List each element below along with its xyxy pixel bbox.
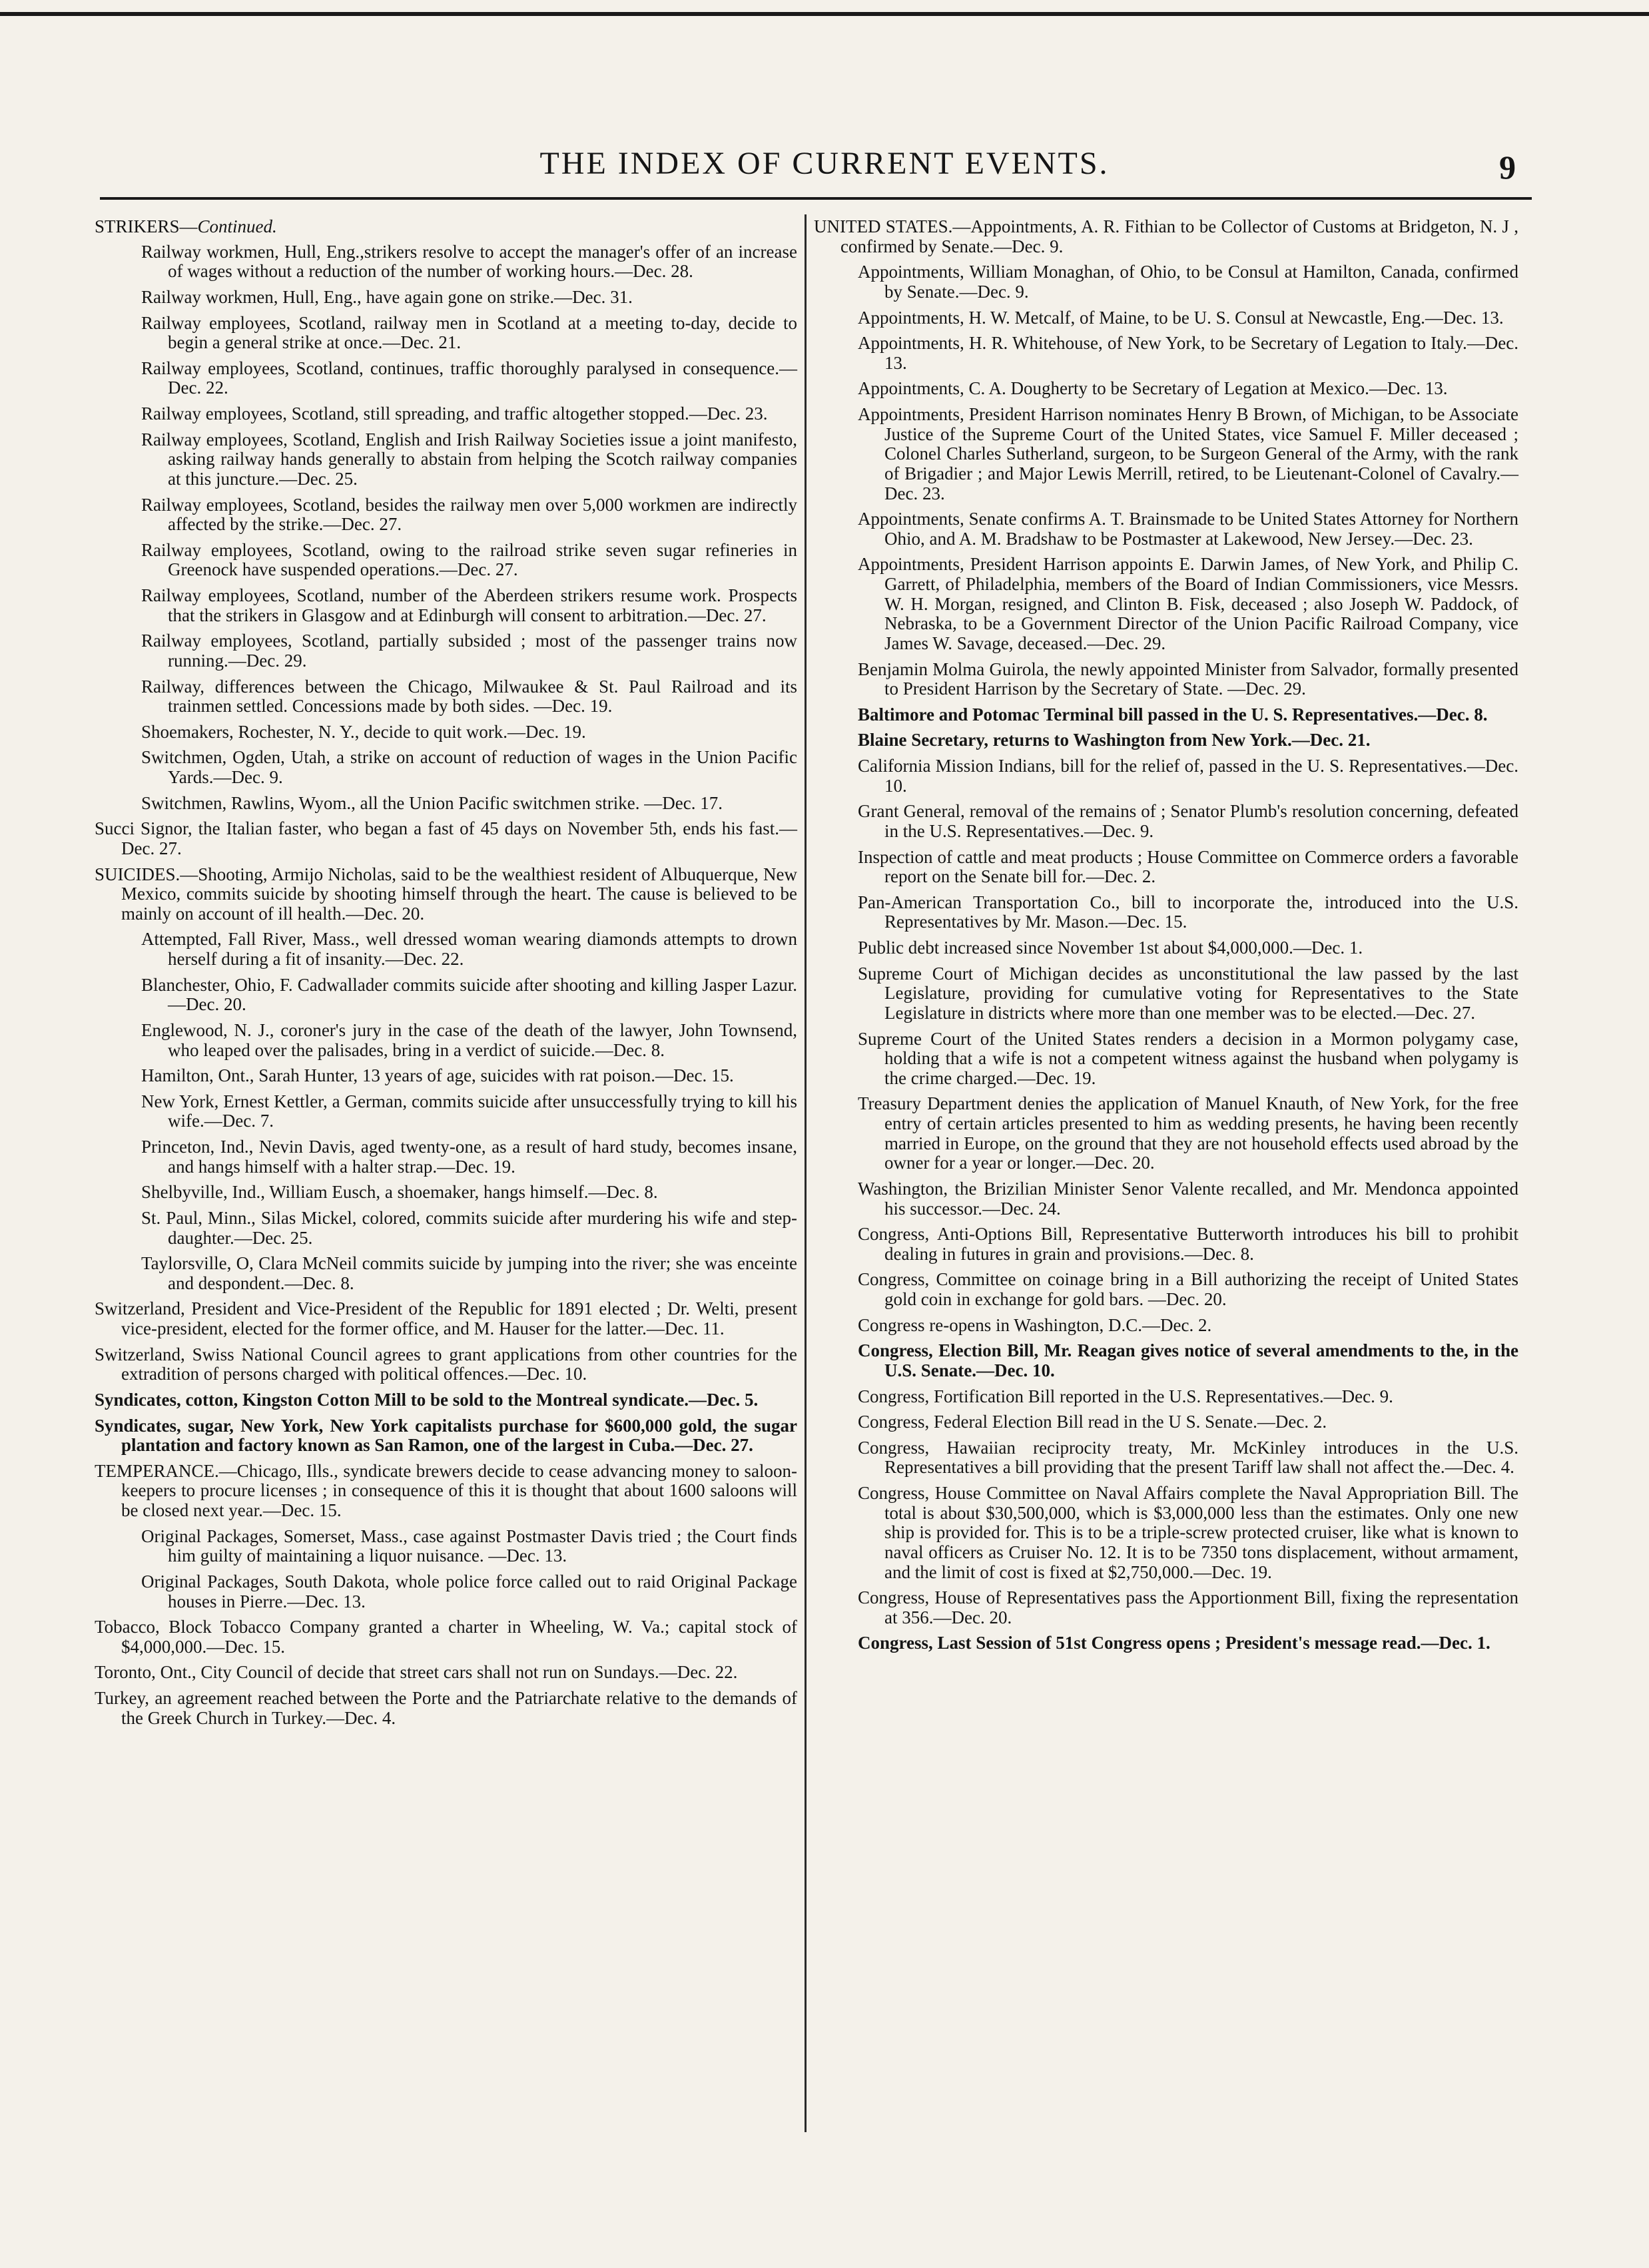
index-entry: Toronto, Ont., City Council of decide that street cars shall not run on Sundays.—Dec. 22. [95, 1662, 738, 1683]
index-entry: Congress, Fortification Bill reported in the U.S. Representatives.—Dec. 9. [858, 1386, 1393, 1406]
index-entry: Congress, House of Representatives pass the Apportionment Bill, fixing the representation at 356.—Dec. 20. [858, 1587, 1518, 1627]
index-entry: Appointments, President Harrison appoints E. Darwin James, of New York, and Philip C. Garrett, of Philadelphia, members of the Board of Indian Commissioners, vice Messrs. W. H. Morgan, resigned, and Clinton B. Fisk, deceased ; also Joseph W. Paddock, of Nebraska, to be a Government Director of the Union Pacific Railroad Company, vice James W. Savage, deceased.—Dec. 29. [858, 554, 1518, 653]
index-entry: Appointments, H. R. Whitehouse, of New York, to be Secretary of Legation to Italy.—Dec. 13. [858, 333, 1518, 373]
index-entry: Tobacco, Block Tobacco Company granted a charter in Wheeling, W. Va.; capital stock of $4,000,000.—Dec. 15. [95, 1617, 797, 1657]
index-entry: Appointments, Senate confirms A. T. Brainsmade to be United States Attorney for Northern Ohio, and A. M. Bradshaw to be Postmaster at Lakewood, New Jersey.—Dec. 23. [858, 509, 1518, 549]
index-entry: Washington, the Brizilian Minister Senor Valente recalled, and Mr. Mendonca appointed his successor.—Dec. 24. [858, 1178, 1518, 1219]
index-entry: Attempted, Fall River, Mass., well dressed woman wearing diamonds attempts to drown herself during a fit of insanity.—Dec. 22. [141, 929, 797, 969]
index-entry: Railway employees, Scotland, continues, traffic thoroughly paralysed in consequence.—Dec. 22. [141, 358, 797, 398]
index-entry: Pan-American Transportation Co., bill to incorporate the, introduced into the U.S. Representatives by Mr. Mason.—Dec. 15. [858, 892, 1518, 932]
index-entry: Switchmen, Rawlins, Wyom., all the Union Pacific switchmen strike. —Dec. 17. [141, 792, 723, 813]
index-entry: Supreme Court of Michigan decides as unconstitutional the law passed by the last Legislature, providing for cumulative voting for Representatives to the State Legislature in districts where more than one member was to be elected.—Dec. 27. [858, 963, 1518, 1023]
index-entry: California Mission Indians, bill for the relief of, passed in the U. S. Representatives.—Dec. 10. [858, 756, 1518, 796]
index-entry: Supreme Court of the United States renders a decision in a Mormon polygamy case, holding that a wife is not a competent witness against the husband when polygamy is the crime charged.—Dec. 19. [858, 1028, 1518, 1088]
index-entry: Grant General, removal of the remains of ; Senator Plumb's resolution concerning, defeated in the U.S. Representatives.—Dec. 9. [858, 801, 1518, 841]
index-entry: Syndicates, sugar, New York, New York capitalists purchase for $600,000 gold, the sugar plantation and factory known as San Ramon, one of the largest in Cuba.—Dec. 27. [95, 1415, 797, 1456]
section-heading-continued: Continued. [197, 216, 277, 236]
index-entry: Appointments, President Harrison nominates Henry B Brown, of Michigan, to be Associate Justice of the Supreme Court of the United States, vice Samuel F. Miller deceased ; Colonel Charles Sutherland, surgeon, to be Surgeon General of the Army, with the rank of Brigadier ; and Major Lewis Merrill, retired, to be Lieutenant-Colonel of Cavalry.—Dec. 23. [858, 404, 1518, 503]
header-rule [100, 197, 1532, 200]
index-entry: Railway employees, Scotland, railway men in Scotland at a meeting to-day, decide to begin a general strike at once.—Dec. 21. [141, 312, 797, 353]
index-entry: Englewood, N. J., coroner's jury in the case of the death of the lawyer, John Townsend, who leaped over the palisades, bring in a verdict of suicide.—Dec. 8. [141, 1019, 797, 1060]
index-entry: Congress, Anti-Options Bill, Representative Butterworth introduces his bill to prohibit dealing in futures in grain and provisions.—Dec. 8. [858, 1224, 1518, 1264]
index-entry: Turkey, an agreement reached between the Porte and the Patriarchate relative to the demands of the Greek Church in Turkey.—Dec. 4. [95, 1688, 797, 1728]
index-entry: Congress, Committee on coinage bring in a Bill authorizing the receipt of United States gold coin in exchange for gold bars. —Dec. 20. [858, 1269, 1518, 1309]
column-divider [805, 214, 807, 2132]
top-border-rule [0, 12, 1649, 16]
index-entry: Original Packages, South Dakota, whole police force called out to raid Original Package houses in Pierre.—Dec. 13. [141, 1571, 797, 1611]
index-entry: Railway workmen, Hull, Eng., have again gone on strike.—Dec. 31. [141, 286, 633, 307]
index-entry: Railway employees, Scotland, English and Irish Railway Societies issue a joint manifesto, asking railway hands generally to abstain from helping the Scotch railway companies at this juncture.—Dec. 25. [141, 429, 797, 489]
index-entry: Blanchester, Ohio, F. Cadwallader commits suicide after shooting and killing Jasper Lazur.—Dec. 20. [141, 974, 797, 1015]
index-entry: Switzerland, Swiss National Council agrees to grant applications from other countries for the extradition of persons charged with political offences.—Dec. 10. [95, 1344, 797, 1384]
index-entry: Railway employees, Scotland, besides the railway men over 5,000 workmen are indirectly affected by the strike.—Dec. 27. [141, 494, 797, 535]
index-entry: Appointments, H. W. Metcalf, of Maine, to be U. S. Consul at Newcastle, Eng.—Dec. 13. [858, 307, 1504, 328]
index-entry: Benjamin Molma Guirola, the newly appointed Minister from Salvador, formally presented to President Harrison by the Secretary of State. —Dec. 29. [858, 659, 1518, 699]
index-entry: Inspection of cattle and meat products ; House Committee on Commerce orders a favorable report on the Senate bill for.—Dec. 2. [858, 846, 1518, 887]
index-entry: TEMPERANCE.—Chicago, Ills., syndicate brewers decide to cease advancing money to saloon-keepers to procure licenses ; in consequence of this it is thought that about 1600 saloons will be closed next year.—Dec. 15. [95, 1460, 797, 1520]
page-title: THE INDEX OF CURRENT EVENTS. [539, 146, 1110, 181]
index-entry: Original Packages, Somerset, Mass., case against Postmaster Davis tried ; the Court finds him guilty of maintaining a liquor nuisance. —Dec. 13. [141, 1526, 797, 1566]
index-entry: Congress re-opens in Washington, D.C.—Dec. 2. [858, 1314, 1212, 1335]
index-entry: Treasury Department denies the application of Manuel Knauth, of New York, for the free entry of certain articles presented to him as wedding presents, he having been recently married in Europe, on the ground that they are not household effects used abroad by the owner for a year or longer.—Dec. 20. [858, 1093, 1518, 1173]
index-entry: Congress, Federal Election Bill read in the U S. Senate.—Dec. 2. [858, 1412, 1327, 1432]
index-entry: Congress, House Committee on Naval Affairs complete the Naval Appropriation Bill. The total is about $30,500,000, which is $3,000,000 less than the estimates. Only one new ship is provided for. This is to be a triple-screw protected cruiser, like what is known to naval officers as Cruiser No. 12. It is to be 7350 tons displacement, without armament, and the limit of cost is fixed at $2,750,000.—Dec. 19. [858, 1483, 1518, 1582]
index-entry: St. Paul, Minn., Silas Mickel, colored, commits suicide after murdering his wife and step-daughter.—Dec. 25. [141, 1207, 797, 1248]
index-entry: Switzerland, President and Vice-President of the Republic for 1891 elected ; Dr. Welti, present vice-president, elected for the former office, and M. Hauser for the latter.—Dec. 11. [95, 1298, 797, 1338]
page-number: 9 [1499, 148, 1516, 186]
index-entry: Railway employees, Scotland, still spreading, and traffic altogether stopped.—Dec. 23. [141, 404, 768, 424]
index-entry: Shoemakers, Rochester, N. Y., decide to quit work.—Dec. 19. [141, 721, 586, 742]
index-entry: Congress, Last Session of 51st Congress opens ; President's message read.—Dec. 1. [858, 1633, 1490, 1653]
index-entry: Public debt increased since November 1st about $4,000,000.—Dec. 1. [858, 938, 1363, 958]
index-entry: Hamilton, Ont., Sarah Hunter, 13 years of age, suicides with rat poison.—Dec. 15. [141, 1065, 734, 1086]
index-entry: Succi Signor, the Italian faster, who began a fast of 45 days on November 5th, ends his fast.—Dec. 27. [95, 818, 797, 858]
index-entry: Railway employees, Scotland, owing to the railroad strike seven sugar refineries in Greenock have suspended operations.—Dec. 27. [141, 539, 797, 580]
section-heading-main: STRIKERS— [95, 216, 198, 236]
index-entry: Railway, differences between the Chicago, Milwaukee & St. Paul Railroad and its trainmen settled. Concessions made by both sides. —Dec. 19. [141, 676, 797, 716]
index-entry: Princeton, Ind., Nevin Davis, aged twenty-one, as a result of hard study, becomes insane, and hangs himself with a halter strap.—Dec. 19. [141, 1137, 797, 1177]
index-entry: New York, Ernest Kettler, a German, commits suicide after unsuccessfully trying to kill his wife.—Dec. 7. [141, 1091, 797, 1131]
right-column [814, 217, 1518, 1659]
index-entry: Shelbyville, Ind., William Eusch, a shoemaker, hangs himself.—Dec. 8. [141, 1182, 658, 1203]
section-heading-strikers [95, 217, 797, 237]
index-entry: UNITED STATES.—Appointments, A. R. Fithian to be Collector of Customs at Bridgeton, N. J , confirmed by Senate.—Dec. 9. [814, 216, 1518, 256]
index-entry: Congress, Hawaiian reciprocity treaty, Mr. McKinley introduces in the U.S. Representatives a bill providing that the present Tariff law shall not affect the.—Dec. 4. [858, 1437, 1518, 1478]
index-entry: Switchmen, Ogden, Utah, a strike on account of reduction of wages in the Union Pacific Yards.—Dec. 9. [141, 747, 797, 787]
index-entry: Railway employees, Scotland, partially subsided ; most of the passenger trains now running.—Dec. 29. [141, 631, 797, 671]
index-entry: Appointments, William Monaghan, of Ohio, to be Consul at Hamilton, Canada, confirmed by Senate.—Dec. 9. [858, 262, 1518, 302]
index-entry: Congress, Election Bill, Mr. Reagan gives notice of several amendments to the, in the U.S. Senate.—Dec. 10. [858, 1340, 1518, 1380]
index-entry: Railway workmen, Hull, Eng.,strikers resolve to accept the manager's offer of an increase of wages without a reduction of the number of working hours.—Dec. 28. [141, 241, 797, 282]
index-entry: Blaine Secretary, returns to Washington from New York.—Dec. 21. [858, 730, 1371, 750]
index-entry: Baltimore and Potomac Terminal bill passed in the U. S. Representatives.—Dec. 8. [858, 704, 1488, 724]
index-entry: Railway employees, Scotland, number of the Aberdeen strikers resume work. Prospects that the strikers in Glasgow and at Edinburgh will consent to arbitration.—Dec. 27. [141, 585, 797, 625]
index-entry: Appointments, C. A. Dougherty to be Secretary of Legation at Mexico.—Dec. 13. [858, 378, 1448, 399]
left-column [95, 217, 797, 1734]
index-entry: Taylorsville, O, Clara McNeil commits suicide by jumping into the river; she was enceinte and despondent.—Dec. 8. [141, 1253, 797, 1293]
index-entry: Syndicates, cotton, Kingston Cotton Mill to be sold to the Montreal syndicate.—Dec. 5. [95, 1389, 759, 1410]
index-entry: SUICIDES.—Shooting, Armijo Nicholas, said to be the wealthiest resident of Albuquerque, New Mexico, commits suicide by shooting himself through the heart. The cause is believed to be mainly on account of ill health.—Dec. 20. [95, 864, 797, 924]
